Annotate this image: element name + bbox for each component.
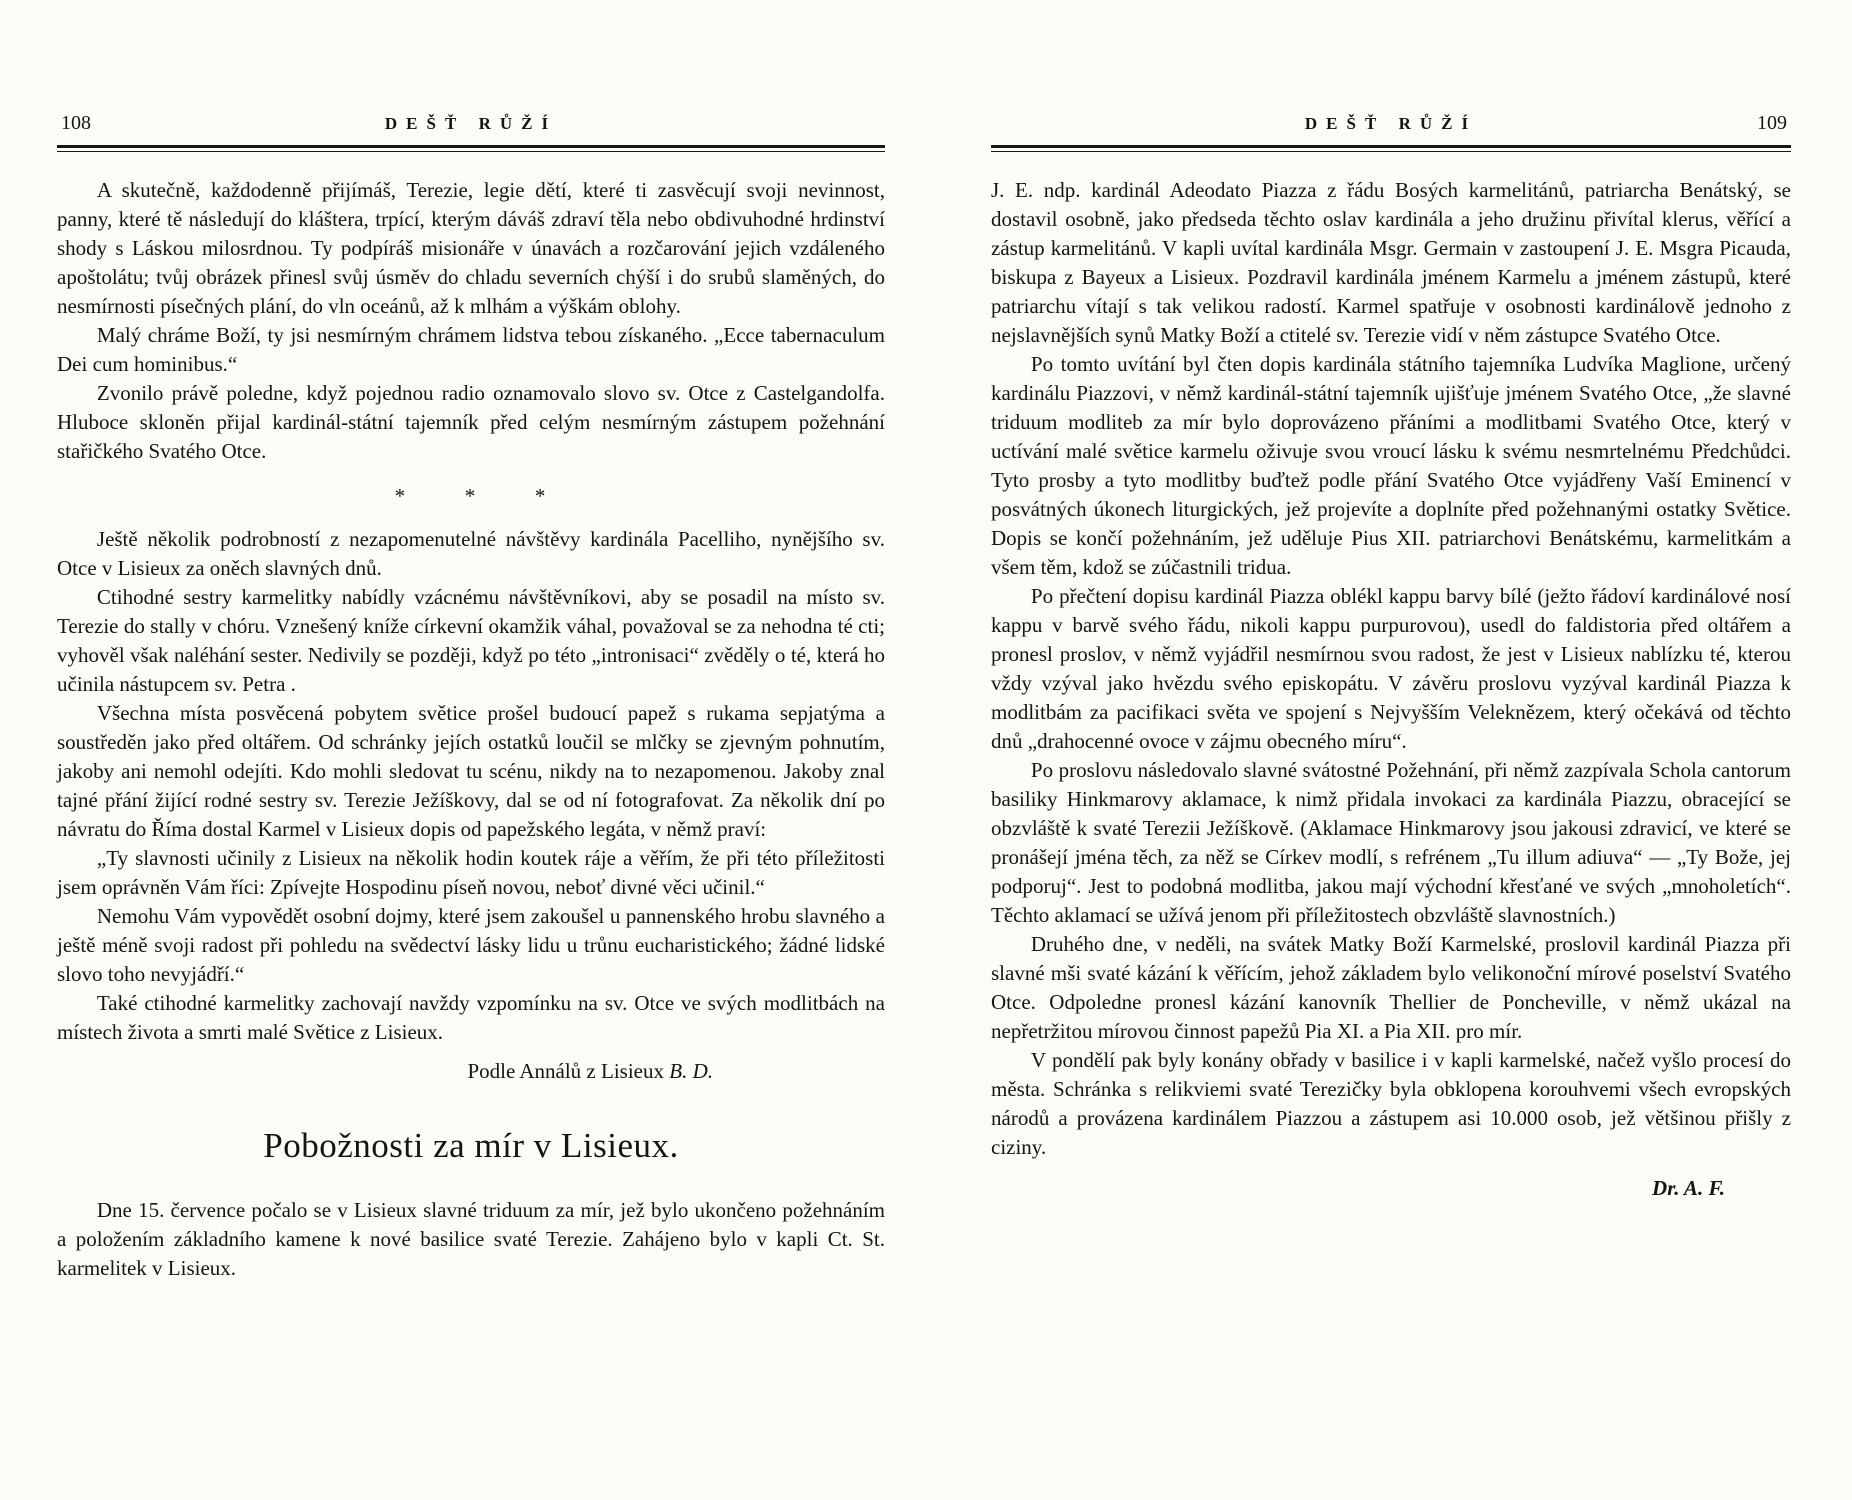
running-title-right: DEŠŤ RŮŽÍ (1304, 114, 1478, 133)
paragraph: Všechna místa posvěcená pobytem světice prošel budoucí papež s rukama sepjatýma a soustředěn jako před oltářem. Od schránky jejích ostatků loučil se mlčky se zjevným pohnutím, jakoby ani nemohl odejíti. Kdo mohli sledovat tu scénu, nikdy na to nezapomenou. Jakoby znal tajné přání žijící rodné sestry sv. Terezie Ježíškovy, dal se od ní fotografovat. Za několik dní po návratu do Říma dostal Karmel v Lisieux dopis od papežského legáta, v němž praví: (57, 701, 885, 841)
paragraph: Druhého dne, v neděli, na svátek Matky Boží Karmelské, proslovil kardinál Piazza při slavné mši svaté kázání k věřícím, jehož základem bylo velikonoční mírové poselství Svatého Otce. Odpoledne pronesl kázání kanovník Thellier de Poncheville, v němž ukázal na nepřetržitou mírovou činnost papežů Pia XI. a Pia XII. pro mír. (991, 932, 1791, 1043)
paragraph: Zvonilo právě poledne, když pojednou radio oznamovalo slovo sv. Otce z Castelgandolfa. Hluboce skloněn přijal kardinál-státní tajemník před celým nesmírným zástupem požehnání stařičkého Svatého Otce. (57, 381, 885, 463)
page-body-left (57, 176, 885, 1283)
page-body-right (991, 176, 1791, 1203)
paragraph: Nemohu Vám vypovědět osobní dojmy, které jsem zakoušel u pannenského hrobu slavného a ještě méně svoji radost při pohledu na svědectví lásky lidu u trůnu eucharistického; žádné lidské slovo toho nevyjádří.“ (57, 904, 885, 986)
paragraph: Po tomto uvítání byl čten dopis kardinála státního tajemníka Ludvíka Maglione, určený kardinálu Piazzovi, v němž kardinál-státní tajemník ujišťuje jménem Svatého Otce, „že slavné triduum modliteb za mír bylo doprovázeno přáními a modlitbami Svatého Otce, který v uctívání malé světice karmelu oživuje svou vroucí lásku k svému nesmrtelnému Předchůdci. Tyto prosby a tyto modlitby buďtež podle přání Svatého Otce vyjádřeny Vaší Eminencí v posvátných úkonech liturgických, jež projevíte a doplníte před požehnanými ostatky Světice. Dopis se končí požehnáním, jež uděluje Pius XII. patriarchovi Benátskému, karmelitkám a všem těm, kdož se zúčastnili tridua. (991, 352, 1791, 579)
paragraph: Malý chráme Boží, ty jsi nesmírným chrámem lidstva tebou získaného. „Ecce tabernaculum Dei cum hominibus.“ (57, 323, 885, 376)
paragraph: Po přečtení dopisu kardinál Piazza oblékl kappu barvy bílé (ježto řádoví kardinálové nosí kappu v barvě svého řádu, nikoli kappu purpurovou), usedl do faldistoria před oltářem a pronesl proslov, v němž vyjádřil nesmírnou svou radost, že jest v Lisieux nablízku té, kterou vždy vzýval jako hvězdu svého episkopátu. V závěru proslovu vyzýval kardinál Piazza k modlitbám za pacifikaci světa ve spojení s Nejvyšším Veleknězem, který očekává od těchto dnů „drahocenné ovoce v zájmu obecného míru“. (991, 584, 1791, 753)
header-rule-right (991, 145, 1791, 152)
paragraph: Ještě několik podrobností z nezapomenutelné návštěvy kardinála Pacelliho, nynějšího sv. Otce v Lisieux za oněch slavných dnů. (57, 527, 885, 580)
paragraph: J. E. ndp. kardinál Adeodato Piazza z řádu Bosých karmelitánů, patriarcha Benátský, se dostavil osobně, jako předseda těchto oslav kardinála a jeho družinu přivítal klerus, věřící a zástup karmelitánů. V kapli uvítal kardinála Msgr. Germain v zastoupení J. E. Msgra Picauda, biskupa z Bayeux a Lisieux. Pozdravil kardinála jménem Karmelu a jménem zástupů, které patriarchu vítají s tak velikou radostí. Karmel spatřuje v osobnosti kardinálově jednoho z nejslavnějších synů Matky Boží a ctitelé sv. Terezie vidí v něm zástupce Svatého Otce. (991, 178, 1791, 347)
paragraph: „Ty slavnosti učinily z Lisieux na několik hodin koutek ráje a věřím, že při této příležitosti jsem oprávněn Vám říci: Zpívejte Hospodinu píseň novou, neboť divné věci učinil.“ (57, 846, 885, 899)
page-number-left: 108 (61, 112, 91, 134)
paragraph: Také ctihodné karmelitky zachovají navždy vzpomínku na sv. Otce ve svých modlitbách na místech života a smrti malé Světice z Lisieux. (57, 991, 885, 1044)
page-number-right: 109 (1757, 112, 1787, 134)
italic-attribution: Dr. A. F. (1652, 1176, 1725, 1200)
page-left (57, 0, 885, 1283)
header-rule-left (57, 145, 885, 152)
paragraph: Ctihodné sestry karmelitky nabídly vzácnému návštěvníkovi, aby se posadil na místo sv. Terezie do stally v chóru. Vznešený kníže církevní okamžik váhal, považoval se za nehodna té cti; vyhověl však naléhání sester. Nedivily se později, když po této „intronisaci“ zvěděly o té, která ho učinila nástupcem sv. Petra . (57, 585, 885, 696)
paragraph: V pondělí pak byly konány obřady v basilice i v kapli karmelské, načež vyšlo procesí do města. Schránka s relikviemi svaté Terezičky byla obklopena korouhvemi všech evropských národů a provázena kardinálem Piazzou a zástupem asi 10.000 osob, jež většinou přišly z ciziny. (991, 1048, 1791, 1159)
page-header-right (991, 110, 1791, 140)
rule-thick (57, 145, 885, 148)
paragraph: A skutečně, každodenně přijímáš, Terezie, legie dětí, které ti zasvěcují svoji nevinnost, panny, které tě následují do kláštera, trpící, kterým dáváš zdraví těla nebo obdivuhodné hrdinství shody s Láskou milosrdnou. Ty podpíráš misionáře v únavách a rozčarování jejich vzdáleného apoštolátu; tvůj obrázek přinesl svůj úsměv do chladu severních chýší i do srubů slaměných, do nesmírnosti písečných plání, do vln oceánů, až k mlhám a výškám oblohy. (57, 178, 885, 318)
rule-thick (991, 145, 1791, 148)
rule-thin (57, 151, 885, 152)
page-header-left (57, 110, 885, 140)
section-heading: Pobožnosti za mír v Lisieux. (263, 1126, 679, 1165)
rule-thin (991, 151, 1791, 152)
italic-attribution: B. D. (669, 1059, 713, 1083)
paragraph: Po proslovu následovalo slavné svátostné Požehnání, při němž zazpívala Schola cantorum basiliky Hinkmarovy aklamace, k nimž přidala invokaci za kardinála Piazzu, obracející se obzvláště k svaté Terezii Ježíškově. (Aklamace Hinkmarovy jsou jakousi zdravicí, ve které se pronášejí jména těch, za něž se Církev modlí, s refrénem „Tu illum adiuva“ — „Ty Bože, jej podporuj“. Jest to podobná modlitba, jakou mají východní křesťané ve svých „mnoholetích“. Těchto aklamací se užívá jenom při příležitostech obzvláště slavnostních.) (991, 758, 1791, 927)
attribution-byline: Podle Annálů z Lisieux B. D. (467, 1059, 713, 1083)
asterisk-separator: * * * (394, 484, 548, 508)
page-right (991, 0, 1791, 1203)
author-signature (991, 1174, 1791, 1203)
running-title-left: DEŠŤ RŮŽÍ (384, 114, 558, 133)
paragraph: Dne 15. července počalo se v Lisieux slavné triduum za mír, jež bylo ukončeno požehnáním a položením základního kamene k nové basilice svaté Terezie. Zahájeno bylo v kapli Ct. St. karmelitek v Lisieux. (57, 1198, 885, 1280)
